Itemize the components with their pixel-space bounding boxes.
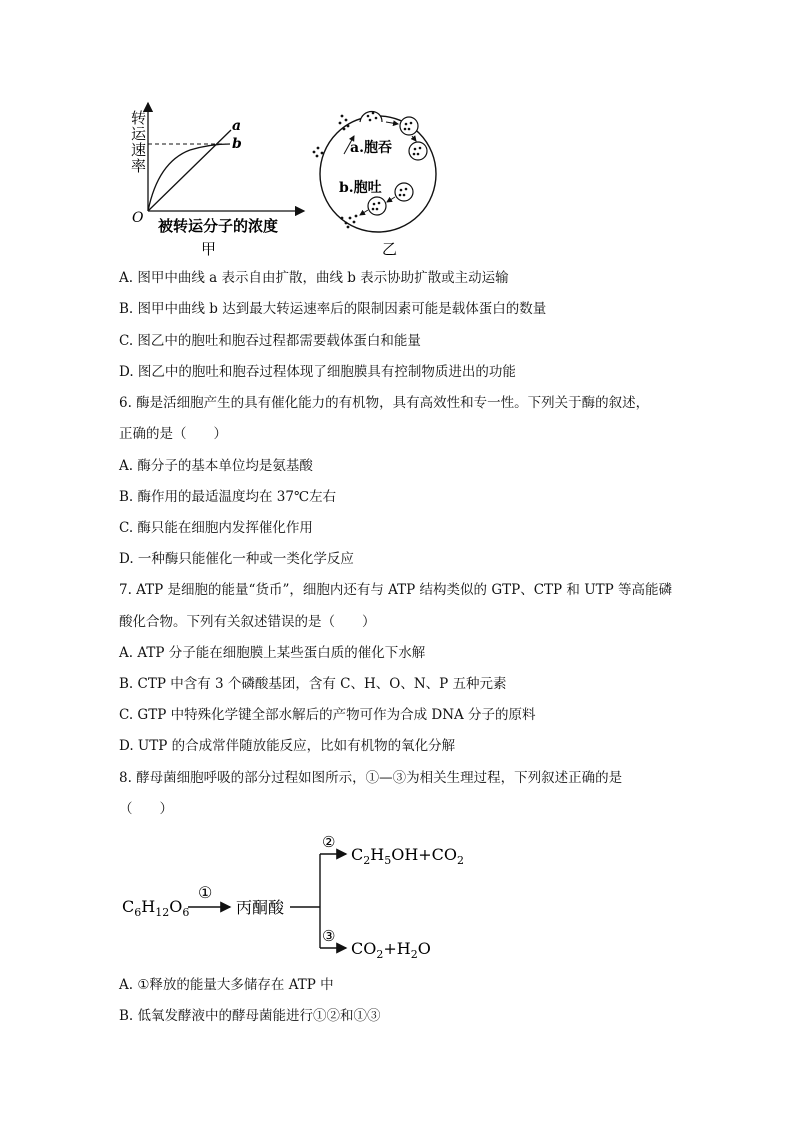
q8-option-b: B. 低氧发酵液中的酵母菌能进行①②和①③ <box>119 1008 381 1024</box>
origin-label: O <box>132 210 144 226</box>
q5-option-c: C. 图乙中的胞吐和胞吞过程都需要载体蛋白和能量 <box>119 333 421 349</box>
x-axis-label: 被转运分子的浓度 <box>158 217 279 235</box>
figure-yeast-respiration-diagram <box>118 830 478 966</box>
q6-option-c: C. 酶只能在细胞内发挥催化作用 <box>119 520 313 536</box>
figure-jia-caption: 甲 <box>201 240 217 258</box>
figure-yi-caption: 乙 <box>382 240 398 258</box>
endocytic-vesicle-1 <box>400 117 418 135</box>
q6-option-a: A. 酶分子的基本单位均是氨基酸 <box>119 458 313 474</box>
q7-option-c: C. GTP 中特殊化学键全部水解后的产物可作为合成 DNA 分子的原料 <box>119 707 536 723</box>
q7-option-d: D. UTP 的合成常伴随放能反应，比如有机物的氧化分解 <box>119 738 456 754</box>
q6-option-b: B. 酶作用的最适温度均在 37℃左右 <box>119 489 337 505</box>
aerobic-product: $CO_2+H_2O$ <box>351 939 431 961</box>
curve-a-label: a <box>232 118 242 134</box>
figure-endocytosis-cell <box>306 96 446 260</box>
q7-stem-line2: 酸化合物。下列有关叙述错误的是（ ） <box>119 614 376 630</box>
q7-stem-line1: 7. ATP 是细胞的能量“货币”，细胞内还有与 ATP 结构类似的 GTP、CTP 和 UTP 等高能磷 <box>119 582 672 598</box>
curve-b-label: b <box>232 136 242 152</box>
q6-stem-line1: 6. 酶是活细胞产生的具有催化能力的有机物，具有高效性和专一性。下列关于酶的叙述， <box>119 395 650 411</box>
q5-option-b: B. 图甲中曲线 b 达到最大转运速率后的限制因素可能是载体蛋白的数量 <box>119 301 547 317</box>
step3-label: ③ <box>322 927 336 945</box>
exocytosis-label: b.胞吐 <box>339 180 382 196</box>
q5-option-a: A. 图甲中曲线 a 表示自由扩散，曲线 b 表示协助扩散或主动运输 <box>119 270 509 286</box>
figure-transport-rate-graph <box>118 98 308 260</box>
exocytic-vesicle-1 <box>395 183 413 201</box>
step2-label: ② <box>322 833 336 851</box>
q7-option-a: A. ATP 分子能在细胞膜上某些蛋白质的催化下水解 <box>119 645 426 661</box>
glucose-formula: $C_6H_{12}O_6$ <box>122 897 190 919</box>
curve-b-line <box>148 144 230 211</box>
pyruvate-label: 丙酮酸 <box>236 898 285 917</box>
ethanol-product: $C_2H_5OH+CO_2$ <box>351 845 465 867</box>
q5-option-d: D. 图乙中的胞吐和胞吞过程体现了细胞膜具有控制物质进出的功能 <box>119 364 516 380</box>
q6-option-d: D. 一种酶只能催化一种或一类化学反应 <box>119 551 354 567</box>
endocytic-vesicle-2 <box>409 142 427 160</box>
q8-stem-line2: （ ） <box>119 801 173 817</box>
endocytosis-label: a.胞吞 <box>350 140 392 156</box>
q7-option-b: B. CTP 中含有 3 个磷酸基团，含有 C、H、O、N、P 五种元素 <box>119 676 507 692</box>
step1-label: ① <box>198 883 213 902</box>
q8-stem-line1: 8. 酵母菌细胞呼吸的部分过程如图所示，①—③为相关生理过程，下列叙述正确的是 <box>119 770 623 786</box>
y-axis-label: 转运速率 <box>129 110 147 174</box>
q6-stem-line2: 正确的是（ ） <box>119 426 227 442</box>
exocytic-vesicle-2 <box>368 197 386 215</box>
curve-a-line <box>148 130 231 211</box>
q8-option-a: A. ①释放的能量大多储存在 ATP 中 <box>119 977 334 993</box>
